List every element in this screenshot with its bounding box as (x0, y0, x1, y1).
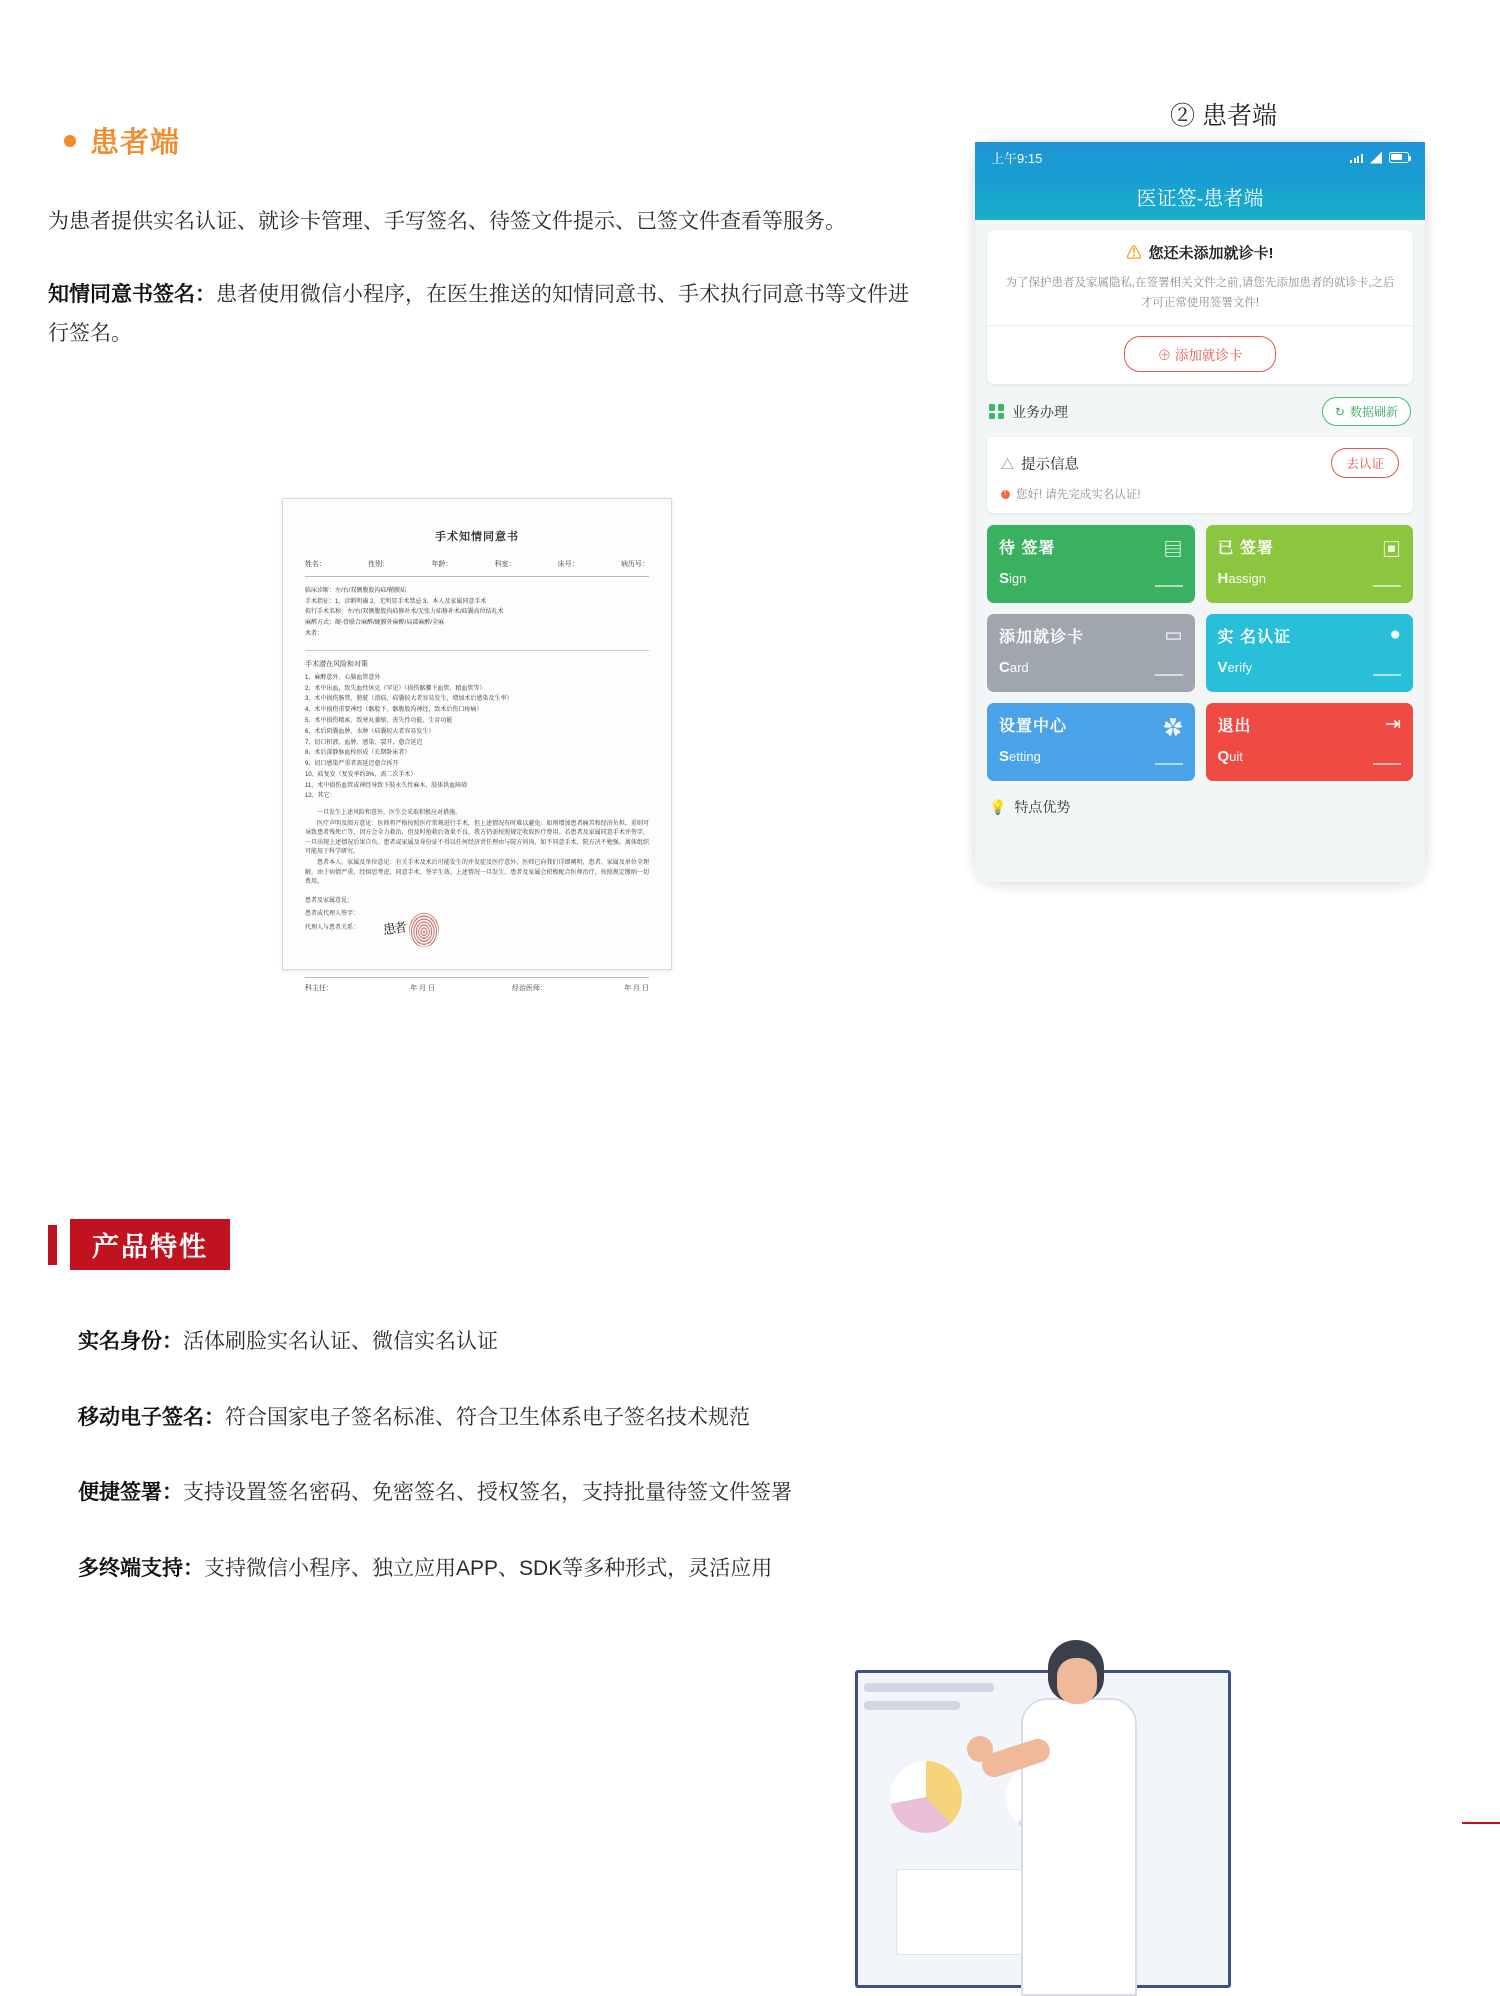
tip-subtext: 您好! 请先完成实名认证! (1016, 489, 1141, 502)
field-record-no: 病历号： (620, 561, 649, 569)
feature-lead: 实名身份： (78, 1330, 183, 1353)
app-content (975, 220, 1425, 882)
consent-paragraph-text: 患者使用微信小程序，在医生推送的知情同意书、手术执行同意书等文件进行签名。 (48, 282, 909, 345)
app-title-bar (975, 172, 1425, 220)
tip-subtext-row (1001, 486, 1399, 502)
tile-add-card[interactable] (987, 614, 1195, 692)
tile-subtitle-initial: S (999, 748, 1010, 766)
tile-real-name-verify[interactable] (1206, 614, 1414, 692)
feature-lead: 多终端支持： (78, 1556, 204, 1580)
tile-title: 退出 (1217, 718, 1252, 736)
risk-item: 7、切口积液、血肿、感染、裂开，愈合延迟 (305, 739, 423, 746)
tile-subtitle-initial: S (999, 570, 1010, 588)
signal-icon (1350, 152, 1363, 163)
risk-item: 3、术中损伤肠管、膀胱（滑疝、疝囊较大者容易发生，增加术后感染及生率） (305, 696, 513, 703)
signature-area (305, 897, 649, 969)
consent-form-footer (305, 977, 649, 995)
person-icon: ● (1389, 624, 1401, 646)
warning-triangle-icon: ⚠ (1126, 245, 1142, 262)
product-features-list (78, 1325, 1078, 1627)
risk-item: 8、术后深静脉血栓形成（长期卧床者） (305, 750, 411, 757)
tile-title: 已 签署 (1217, 540, 1274, 558)
tile-underline (1373, 674, 1401, 676)
fingerprint-stamp-icon (409, 913, 439, 947)
no-card-alert (987, 230, 1413, 384)
consent-form-title: 手术知情同意书 (435, 531, 519, 543)
field-name: 姓名： (305, 561, 326, 569)
tile-underline (1373, 585, 1401, 587)
board-bar-2 (864, 1701, 960, 1710)
indication-line: 手术指征：1、诊断明确 2、无明显手术禁忌 3、本人及家属同意手术 (305, 598, 487, 605)
status-icons (1350, 149, 1409, 166)
lightbulb-icon: 💡 (989, 798, 1007, 815)
refresh-icon: ↻ (1334, 404, 1345, 419)
tip-title-group (1001, 453, 1079, 474)
tile-subtitle-rest: ard (1009, 660, 1029, 676)
tile-subtitle-initial: C (999, 659, 1010, 677)
tile-underline (1155, 763, 1183, 765)
tile-subtitle-rest: etting (1009, 749, 1041, 765)
feature-lead: 移动电子签名： (78, 1405, 225, 1429)
grid-icon (989, 404, 1004, 419)
feature-item (78, 1325, 1078, 1359)
tile-subtitle-rest: assign (1228, 571, 1266, 587)
business-row (989, 397, 1411, 426)
consent-paragraph (48, 276, 918, 354)
business-label-group (989, 402, 1068, 422)
product-features-heading (48, 1219, 230, 1270)
handwritten-signature: 患者 (381, 919, 406, 938)
go-verify-label: 去认证 (1346, 457, 1384, 472)
feature-advantage-row[interactable] (989, 797, 1411, 817)
function-tile-grid (987, 525, 1413, 781)
card-icon: ▭ (1164, 625, 1183, 647)
tile-title: 实 名认证 (1217, 629, 1291, 647)
risk-item: 11、术中损伤血管或神经导致下肢永久性麻木、肢体供血障碍 (305, 782, 468, 789)
tile-underline (1373, 763, 1401, 765)
add-medical-card-label: 添加就诊卡 (1174, 348, 1243, 364)
refresh-data-button[interactable] (1322, 397, 1411, 426)
signature-label-patient: 患者或代理人签字： (305, 911, 360, 918)
alert-divider (987, 325, 1413, 326)
tile-subtitle-rest: erify (1227, 660, 1253, 676)
refresh-label: 数据刷新 (1349, 405, 1398, 420)
feature-item (78, 1552, 1078, 1586)
page-edge-accent (1462, 1822, 1500, 1824)
risk-item: 2、术中出血，致失血性休克（罕见）（损伤髂腰下血管、精血管等） (305, 685, 486, 692)
tile-underline (1155, 585, 1183, 587)
add-medical-card-button[interactable] (1124, 336, 1276, 372)
board-bar-1 (864, 1683, 994, 1692)
field-department: 科室： (494, 561, 516, 569)
tip-title: 提示信息 (1021, 456, 1080, 473)
risk-item: 9、切口感染严重者需延迟愈合拆开 (305, 761, 399, 768)
plus-circle-icon: ⊕ (1157, 348, 1172, 364)
gear-icon: ✿ (1163, 718, 1183, 740)
exclamation-dot-icon (1001, 490, 1010, 499)
consent-paragraph-lead: 知情同意书签名： (48, 282, 216, 306)
consent-form-preview (282, 498, 672, 993)
alert-header (1001, 242, 1399, 263)
product-features-title: 产品特性 (70, 1219, 230, 1270)
feature-text: 支持设置签名密码、免密签名、授权签名，支持批量待签文件签署 (183, 1481, 792, 1505)
risk-item: 6、术后阴囊血肿、水肿（疝囊较大者容易发生） (305, 728, 435, 735)
form-rule (305, 641, 649, 651)
footer-director-label: 科主任： (305, 985, 333, 993)
document-list-icon: ▤ (1163, 540, 1183, 562)
risk-item: 10、疝复发（复发率约3%，需二次手术） (305, 771, 417, 778)
tile-title: 设置中心 (999, 718, 1068, 736)
field-age: 年龄： (431, 561, 453, 569)
risk-item: 1、麻醉意外、心脑血管意外 (305, 674, 381, 681)
tile-underline (1155, 674, 1183, 676)
risk-list (305, 674, 649, 802)
tile-signed[interactable] (1206, 525, 1414, 603)
go-verify-button[interactable] (1331, 448, 1399, 478)
feature-item (78, 1476, 1078, 1510)
feature-lead: 便捷签署： (78, 1481, 183, 1505)
risk-item: 4、术中损伤重要神经（髂股下、髂腹股沟神经，致术后伤口疼痛） (305, 707, 483, 714)
alert-triangle-icon: △ (1001, 456, 1015, 472)
feature-text: 活体刷脸实名认证、微信实名认证 (183, 1330, 498, 1353)
signature-label-family: 患者及家属意见： (305, 898, 354, 905)
status-time: 上午9:15 (991, 150, 1043, 166)
board-pie-chart-1 (890, 1761, 962, 1833)
tile-sign-pending[interactable] (987, 525, 1195, 603)
tile-subtitle-rest: ign (1009, 571, 1027, 587)
procedure-line: 拟行手术名称：左/右/双侧腹股沟疝修补术/无张力疝修补术/疝囊高位结扎术 (305, 609, 504, 616)
risk-item: 12、其它： (305, 793, 336, 800)
signature-label-relation: 代理人与患者关系： (305, 924, 360, 931)
tile-subtitle-initial: Q (1217, 748, 1230, 766)
diagnosis-line: 临床诊断：左/右/双侧腹股沟疝/鞘膜疝 (305, 587, 407, 594)
status-bar (975, 142, 1425, 172)
tile-title: 待 签署 (999, 540, 1056, 558)
tile-subtitle-initial: V (1217, 659, 1228, 677)
heading-accent-bar (48, 1225, 57, 1265)
tile-settings[interactable] (987, 703, 1195, 781)
alert-title: 您还未添加就诊卡! (1148, 245, 1274, 262)
field-bed: 床号： (557, 561, 579, 569)
person-face (1057, 1658, 1097, 1704)
alert-body: 为了保护患者及家属隐私,在签署相关文件之前,请您先添加患者的就诊卡,之后才可正常使用签署文件! (1005, 277, 1395, 310)
anesthesia-line: 麻醉方式：硬-骨联合麻醉/硬膜外麻醉/局部麻醉/全麻 (305, 620, 445, 627)
bullet-dot-icon (64, 135, 76, 147)
left-content-column (48, 120, 928, 388)
tile-subtitle-initial: H (1217, 570, 1229, 588)
tip-card (987, 437, 1413, 513)
consent-form-diagnosis (305, 587, 649, 639)
consent-form-fields (305, 560, 649, 577)
statement-block (305, 809, 649, 887)
business-label: 业务办理 (1012, 403, 1068, 420)
phone-caption: ② 患者端 (1170, 102, 1277, 130)
statement-paragraph: 患者本人、家属及单位意见：有关手术及术后可能发生的并发症及医疗意外，医师已向我们详细阐明，患者、家属及单位全理解，由于病情严重，经慎思考虑，同意手术、签字生效。上述情况一旦发生，患者及家属会积极配合医师治疗，按照规定缴纳一切费用。 (305, 860, 649, 885)
tile-subtitle-rest: uit (1229, 749, 1243, 765)
logout-icon: ⇥ (1385, 714, 1401, 736)
surgeon-line: 术者： (305, 631, 324, 638)
risk-item: 5、术中损伤精索、致寒丸萎缩、丧失性功能、生育功能 (305, 717, 453, 724)
app-title: 医证签-患者端 (1136, 187, 1264, 210)
statement-paragraph: 医疗声明及阅方意见：医师将严格按照医疗常规进行手术，但上述情况有时难以避免。如则增加患者痛苦和经济负担，重则可导致患者残死亡等，因方会全力救治，但及时抢救后效果不良，我方仍需按照规定收取医疗费用。若患者及家属同意手术并签字，一旦出现上述情况后果自负。患者或家属及身份证不得以任何经济责任理由与院方问询，如不同意手术，院方决不勉强。离体组织可能用于科学研究。 (305, 821, 649, 855)
tile-quit[interactable] (1206, 703, 1414, 781)
tip-top-row (1001, 448, 1399, 478)
tile-title: 添加就诊卡 (999, 629, 1085, 647)
footer-doctor-label: 经治医师： (512, 985, 548, 993)
feature-text: 符合国家电子签名标准、符合卫生体系电子签名技术规范 (225, 1405, 750, 1429)
risk-heading: 手术潜在风险和对策 (305, 660, 368, 668)
patient-app-phone-mockup (975, 142, 1425, 882)
footer-doctor-date: 年 月 日 (624, 985, 649, 993)
person-hand (967, 1736, 993, 1762)
presenter-illustration (835, 1640, 1355, 1992)
document-check-icon: ▣ (1381, 540, 1401, 562)
feature-advantage-label: 特点优势 (1014, 799, 1071, 816)
feature-text: 支持微信小程序、独立应用APP、SDK等多种形式，灵活应用 (204, 1556, 773, 1580)
intro-paragraph: 为患者提供实名认证、就诊卡管理、手写签名、待签文件提示、已签文件查看等服务。 (48, 210, 846, 233)
statement-paragraph: 一旦发生上述风险和意外，医生会采取积极应对措施。 (317, 809, 462, 816)
wifi-icon: ◢ (1369, 150, 1382, 165)
section-heading (48, 120, 928, 161)
section-title: 患者端 (90, 127, 181, 159)
feature-item (78, 1401, 1078, 1435)
footer-director-date: 年 月 日 (410, 985, 435, 993)
field-gender: 性别： (368, 561, 390, 569)
battery-icon (1389, 152, 1409, 163)
